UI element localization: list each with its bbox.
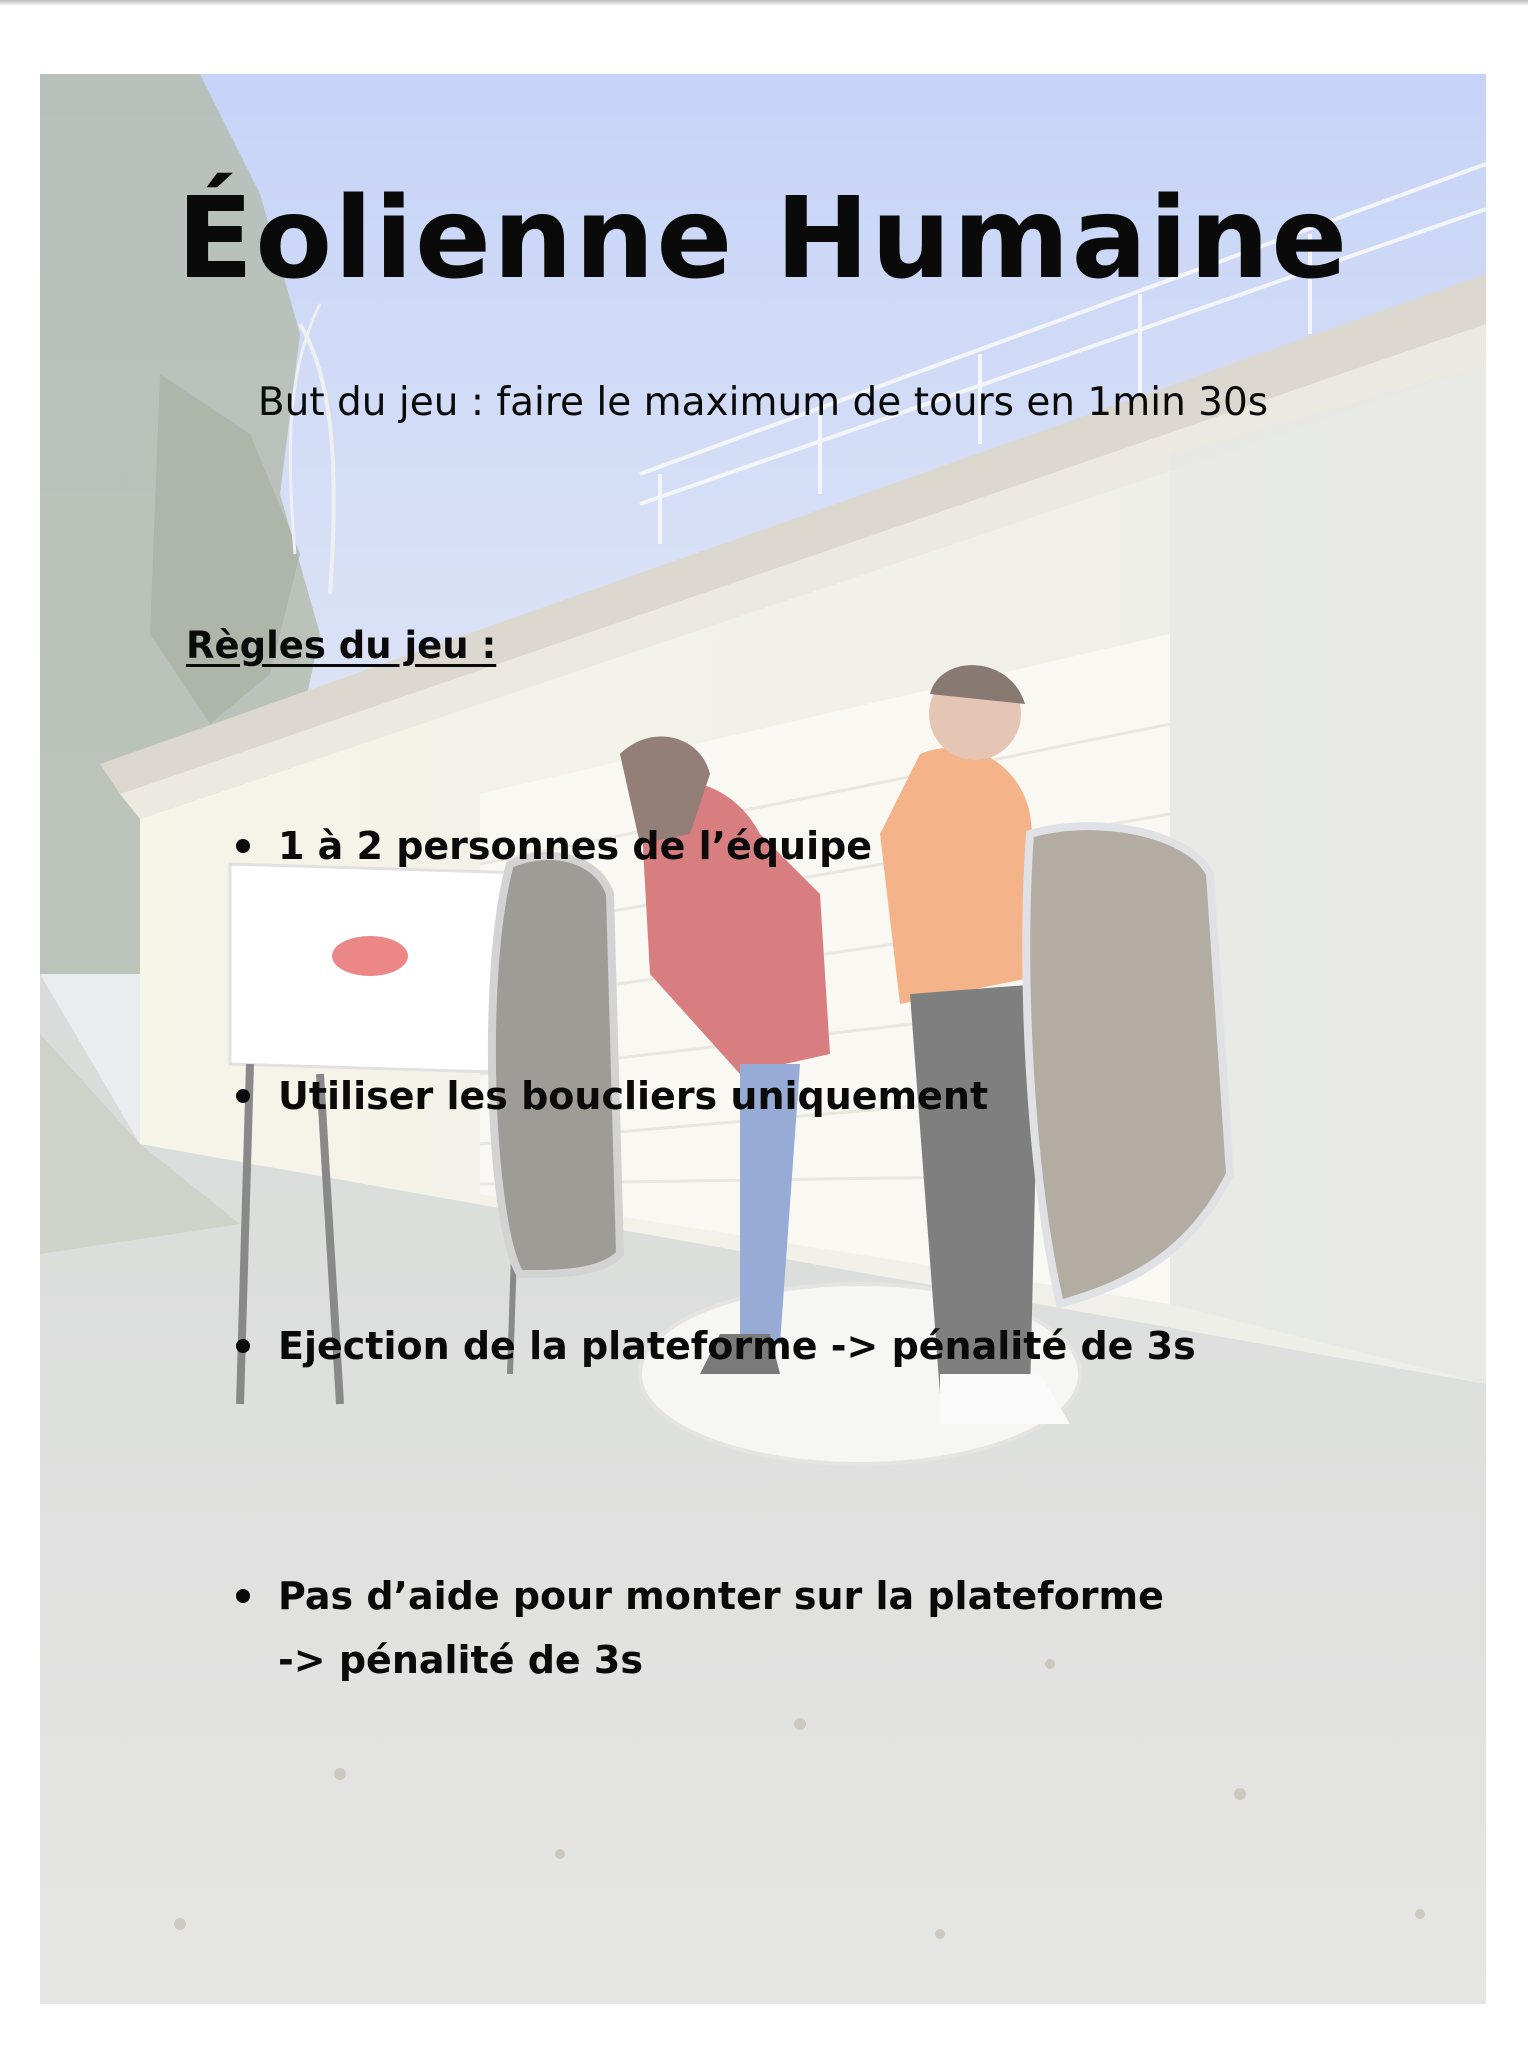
rule-item — [236, 814, 1356, 878]
page-title: Éolienne Humaine — [176, 174, 1350, 304]
bullet-icon — [236, 1339, 250, 1353]
rule-text: Ejection de la plateforme -> pénalité de 3s — [278, 1324, 1196, 1368]
document-page — [40, 74, 1486, 2004]
bullet-icon — [236, 1589, 250, 1603]
window-top-edge — [0, 0, 1528, 6]
rules-heading: Règles du jeu : — [186, 624, 497, 667]
bullet-icon — [236, 1089, 250, 1103]
bullet-icon — [236, 839, 250, 853]
rule-text: Utiliser les boucliers uniquement — [278, 1074, 989, 1118]
rule-item — [236, 1314, 1356, 1378]
game-goal: But du jeu : faire le maximum de tours en 1min 30s — [257, 380, 1269, 425]
rule-text: Pas d’aide pour monter sur la plateforme — [278, 1574, 1164, 1618]
rule-item — [236, 1064, 1356, 1128]
poster-content — [40, 74, 1486, 2004]
rule-item — [236, 1564, 1356, 1692]
rule-text: 1 à 2 personnes de l’équipe — [278, 824, 873, 868]
rule-text-continued: -> pénalité de 3s — [278, 1638, 643, 1682]
